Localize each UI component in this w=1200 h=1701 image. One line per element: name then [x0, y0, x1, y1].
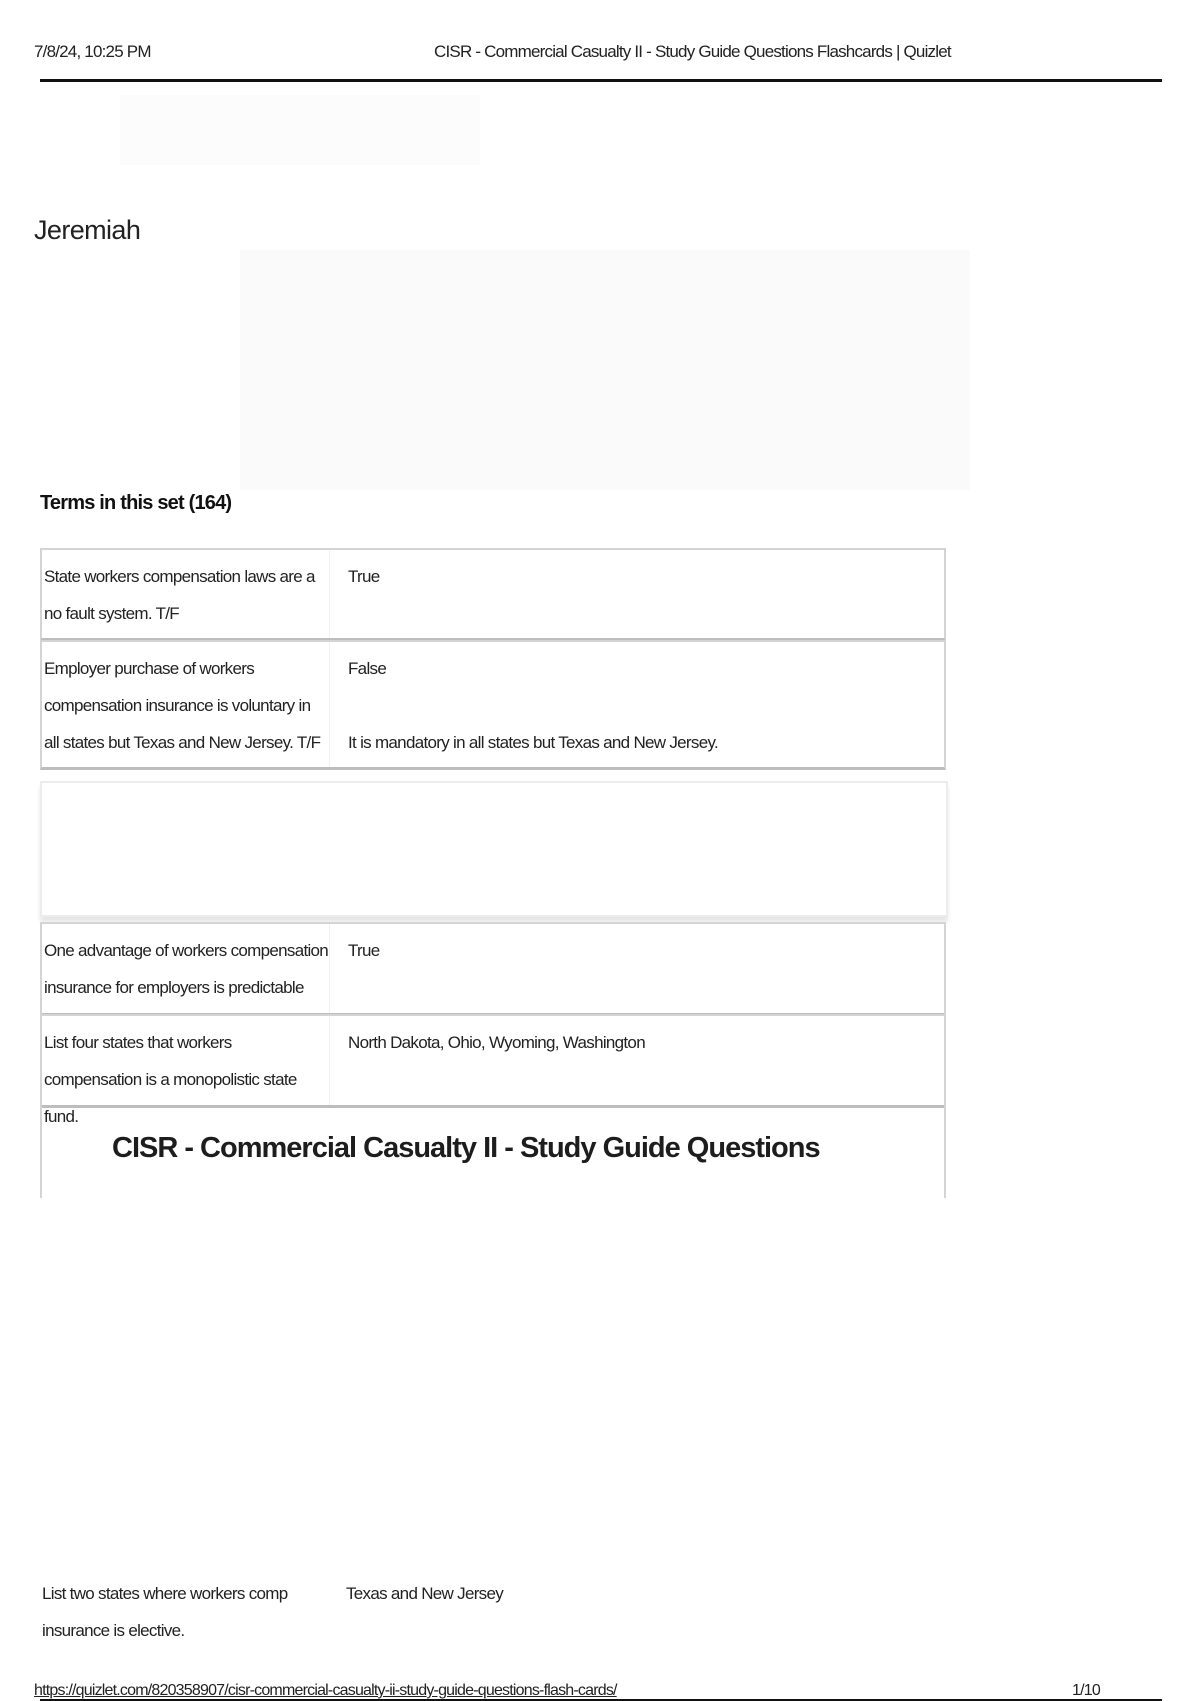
card-answer: False	[348, 659, 387, 678]
card-answer: True	[348, 941, 380, 960]
section-title: CISR - Commercial Casualty II - Study Guide Questions	[112, 1132, 820, 1164]
card-answer: True	[348, 567, 380, 586]
ghost-artifact	[240, 250, 970, 490]
flashcard-row	[40, 1014, 946, 1126]
card-definition	[348, 1016, 934, 1061]
print-page-title: CISR - Commercial Casualty II - Study Guide Questions Flashcards | Quizlet	[434, 42, 951, 61]
card-term: One advantage of workers compensation insurance for employers is predictable	[42, 924, 330, 1013]
flashcard-row	[40, 1575, 946, 1655]
page-number: 1/10	[1072, 1682, 1100, 1699]
print-footer	[0, 1682, 1200, 1700]
ad-placeholder	[40, 781, 948, 917]
header-rule	[40, 79, 1162, 82]
card-term: List four states that workers compensation is a monopolistic state fund.	[42, 1016, 330, 1105]
ghost-artifact	[120, 95, 480, 165]
page-url-link[interactable]: https://quizlet.com/820358907/cisr-commercial-casualty-ii-study-guide-questions-flash-cards/	[34, 1682, 617, 1699]
flashcard-row	[40, 548, 946, 641]
author-name[interactable]: Jeremiah	[34, 215, 141, 245]
card-definition	[348, 924, 934, 969]
terms-heading: Terms in this set (164)	[40, 492, 232, 514]
flashcard-row	[40, 640, 946, 770]
card-explanation: It is mandatory in all states but Texas and New Jersey.	[348, 733, 719, 752]
card-definition	[348, 550, 934, 595]
flashcard-row	[40, 922, 946, 1016]
card-term: List two states where workers comp insurance is elective.	[42, 1584, 288, 1640]
card-answer: North Dakota, Ohio, Wyoming, Washington	[348, 1033, 645, 1052]
card-term: Employer purchase of workers compensation insurance is voluntary in all states but Texas and New Jersey. T/F	[42, 642, 330, 767]
card-definition: Texas and New Jersey	[346, 1584, 504, 1603]
print-datetime: 7/8/24, 10:25 PM	[34, 42, 151, 61]
card-definition	[348, 642, 934, 761]
section-box	[40, 1106, 946, 1198]
print-header	[0, 0, 1200, 82]
card-term: State workers compensation laws are a no fault system. T/F	[42, 550, 330, 638]
